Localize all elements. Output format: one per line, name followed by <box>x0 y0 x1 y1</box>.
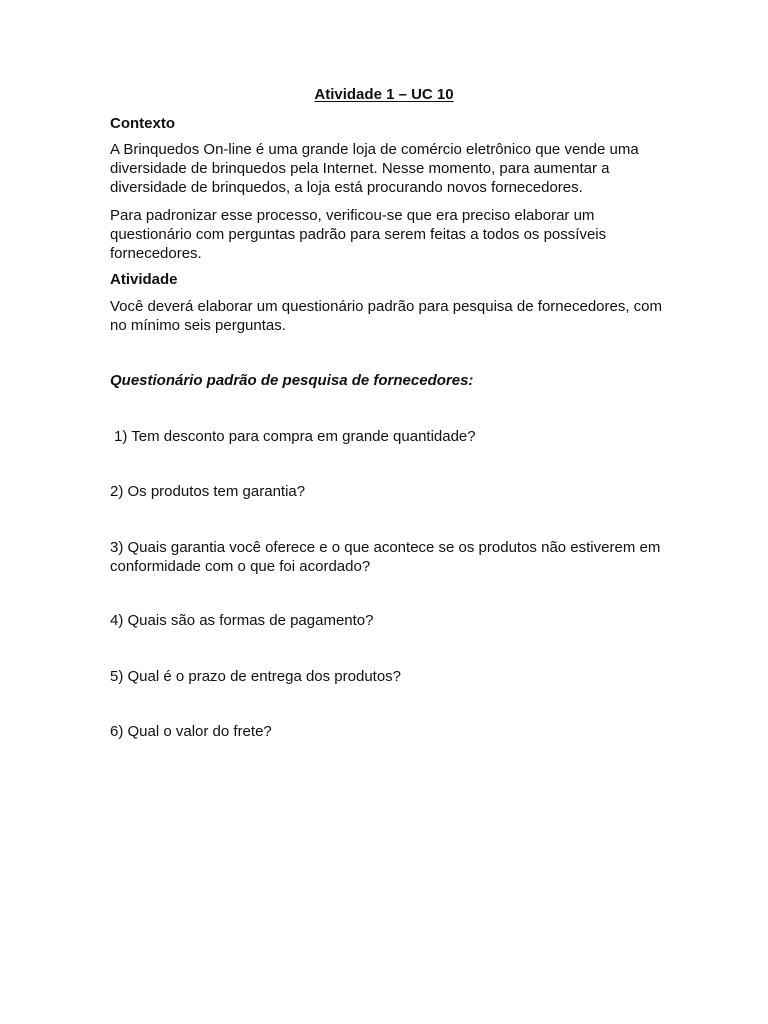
context-paragraph-1: A Brinquedos On-line é uma grande loja de comércio eletrônico que vende uma diversidade de brinquedos pela Internet. Nesse momento, para aumentar a diversidade de brinquedos, a loja está procurando novos fornecedores. <box>110 141 639 196</box>
document-title-text: Atividade 1 – UC 10 <box>314 86 454 103</box>
question-item-4: 4) Quais são as formas de pagamento? <box>110 612 374 629</box>
question-item-1: 1) Tem desconto para compra em grande quantidade? <box>114 428 476 445</box>
question-item-5: 5) Qual é o prazo de entrega dos produtos? <box>110 668 402 685</box>
document-title <box>0 85 768 104</box>
activity-heading: Atividade <box>110 271 178 288</box>
question-item-2: 2) Os produtos tem garantia? <box>110 483 306 500</box>
activity-text: Você deverá elaborar um questionário padrão para pesquisa de fornecedores, com no mínimo seis perguntas. <box>110 298 663 334</box>
questionnaire-heading: Questionário padrão de pesquisa de fornecedores: <box>110 372 474 389</box>
question-item-3: 3) Quais garantia você oferece e o que acontece se os produtos não estiverem em conformidade com o que foi acordado? <box>110 539 661 575</box>
context-paragraph-2: Para padronizar esse processo, verificou-se que era preciso elaborar um questionário com perguntas padrão para serem feitas a todos os possíveis fornecedores. <box>110 207 607 262</box>
context-heading: Contexto <box>110 115 175 132</box>
question-item-6: 6) Qual o valor do frete? <box>110 723 272 740</box>
